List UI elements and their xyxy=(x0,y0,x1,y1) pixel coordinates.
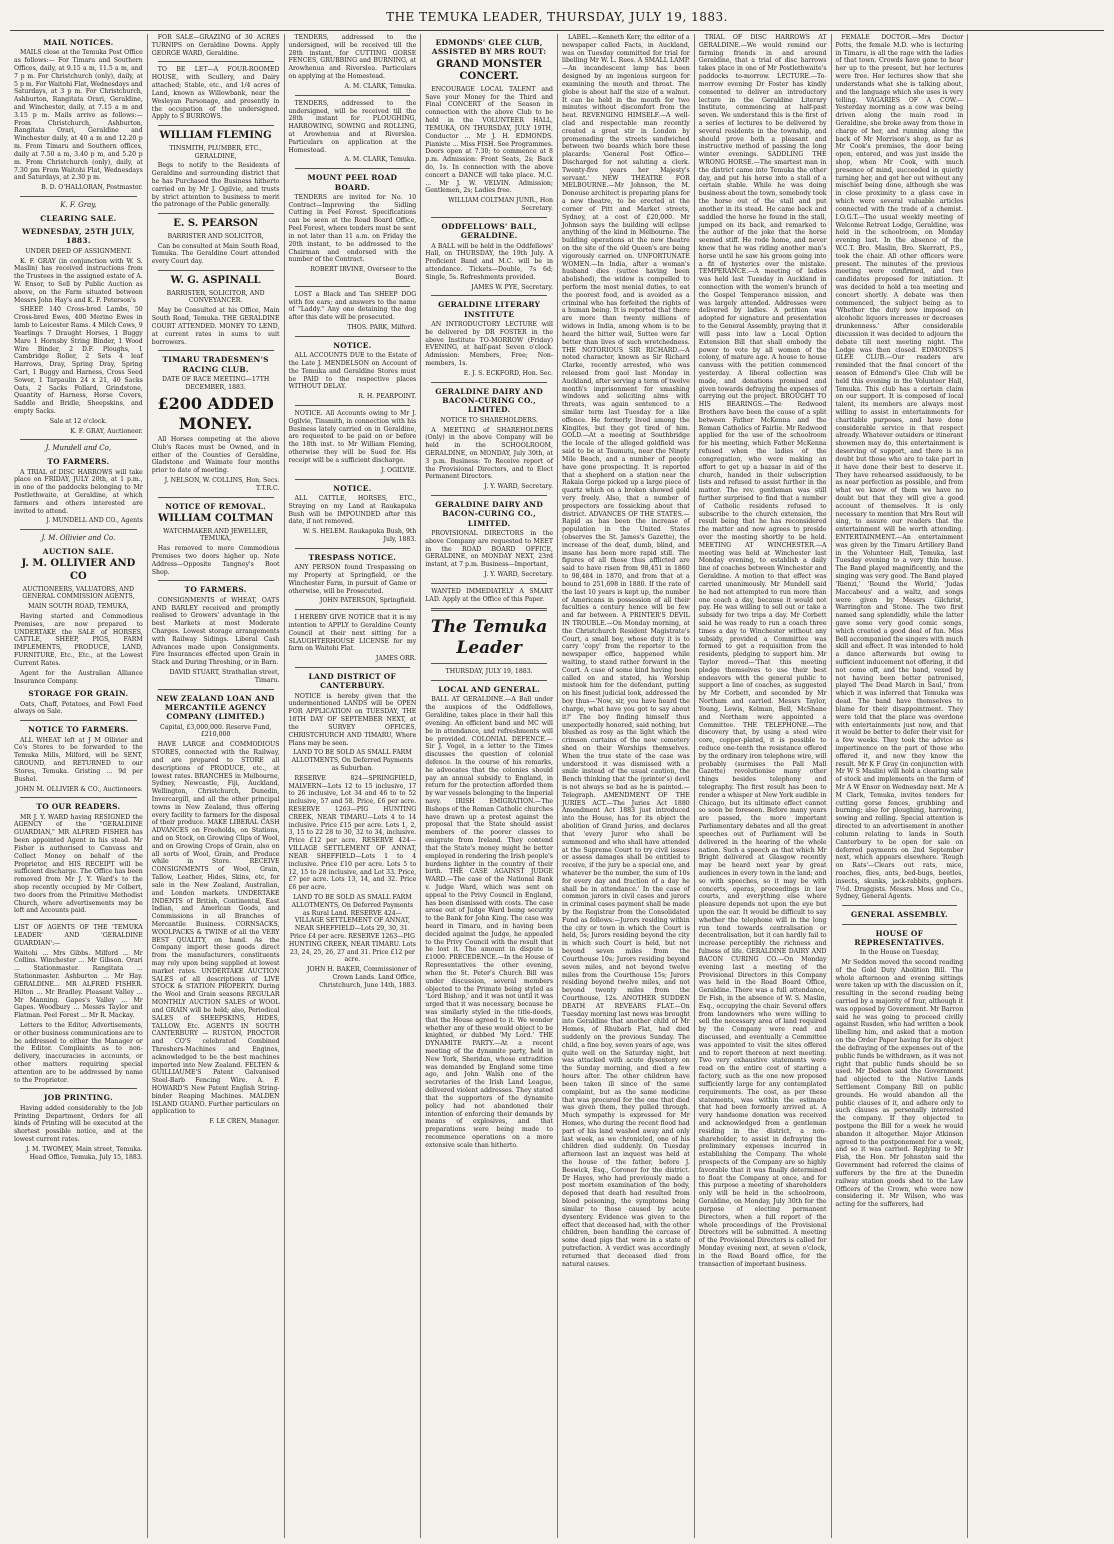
house-sub: In the House on Tuesday, xyxy=(859,949,940,957)
literary-body: AN INTRODUCTORY LECTURE will be delivered by DR FOSTER in the above Institute TO-MORROW (Friday) EVENING, at half-past Seven o'clock. Admission: Members, Free; Non-members, 1s. xyxy=(425,321,553,368)
divider xyxy=(20,797,137,798)
divider xyxy=(20,439,137,440)
orr-body: I HEREBY GIVE NOTICE that it is my intention to APPLY to Geraldine County Council at their next sitting for a SLAUGHTERHOUSE LICENSE for my farm on Waitohi Flat. xyxy=(288,614,417,653)
coltman-name: WILLIAM COLTMAN xyxy=(157,512,274,524)
farmers-head: NOTICE TO FARMERS. xyxy=(28,725,129,735)
mundell-sign: J. MUNDELL AND CO., Agents xyxy=(46,517,143,525)
trespass-sign: JOHN PATERSON, Springfield. xyxy=(319,597,417,605)
masthead-text: THE TEMUKA LEADER, THURSDAY, JULY 19, 1883. xyxy=(386,10,728,24)
tender-plough-body: TENDERS, addressed to the undersigned, will be received till the 28th instant for PLOUGHING, HARROWING, SOWING and ROLLING, at Arowhenua and at Riverslea. Particulars on application at the Homestead. xyxy=(288,99,417,154)
dairy-sub: NOTICE TO SHAREHOLDERS. xyxy=(440,416,538,424)
paper-date: THURSDAY, JULY 19, 1883. xyxy=(445,668,533,676)
nzl-body: HAVE LARGE and COMMODIOUS STORES, connected with the Railway, and are prepared to STORE all descriptions of PRODUCE, etc., at lowest rates. BRANCHES in Melbourne, Sydney, Newcastle, Fiji, Auckland, Wellington, Christchurch, Dunedin, Invercargill, and all the other principal towns in New Zealand, thus offering every facility to farmers for the disposal of their produce. MAKE LIBERAL CASH ADVANCES on Freeholds, on Stations, and on Stock, on Growing Clips of Wool, and on Growing Crops of Grain, also on all sorts of Wool, Grain, and Produce while in Store. RECEIVE CONSIGNMENTS of Wool, Grain, Tallow, Leather, Hides, Skins, etc, for sale in the New Zealand, Australian, and London markets. UNDERTAKE INDENTS of British, Continental, East Indian, and American Goods, and Commissions in all Branches of Mercantile Business. CORNSACKS, WOOLPACKS & TWINE of all the VERY BEST QUALITY, on hand. As the Company import these goods direct from the manufacturers, constituents may rely upon being supplied at lowest market rates. UNDERTAKE AUCTION SALES of all descriptions of LIVE STOCK & STATION PROPERTY. During the Wool and Grain seasons REGULAR MONTHLY AUCTION SALES of WOOL and GRAIN will be held; also, Periodical SALES of SHEEPSKINS, HIDES, TALLOW, Etc. AGENTS IN SOUTH CANTERBURY — RUSTON, PROCTOR and CO'S celebrated Combined Threshers-Machines and Engines, acknowledged to be the best machines imported into New Zealand. FELTEN & GUILLIAUME'S Patent Galvanised Steel-Barb Fencing Wire. A. F. HOWARD'S New Patent English String-binder Reaping Machines. MALDEN ISLAND GUANO. Further particulars on application to xyxy=(151,741,280,1116)
coltman-role: WATCHMAKER AND JEWELLER, TEMUKA, xyxy=(163,527,269,543)
trades-sign: J. NELSON, W. COLLINS, Hon. Secs. T.T.R.C. xyxy=(164,477,280,492)
divider xyxy=(431,663,547,664)
column-8 xyxy=(967,34,1104,1538)
trades-date: DATE OF RACE MEETING—17TH DECEMBER, 1883. xyxy=(161,376,270,391)
divider xyxy=(158,125,274,126)
farmers-sign: JOHN M. OLLIVIER & CO., Auctioneers. xyxy=(16,785,143,793)
ollivier-head: AUCTION SALE. xyxy=(42,547,114,557)
cattle-body: ALL CATTLE, HORSES, ETC., Straying on my Land at Raukapuka Bush will be IMPOUNDED after this date, if not removed. xyxy=(288,494,417,526)
orr-sign: JAMES ORR. xyxy=(375,655,417,663)
ogilvie-sign: J. OGILVIE. xyxy=(381,466,417,474)
divider xyxy=(158,689,274,690)
ollivier-role: AUCTIONEERS, VALUATORS, AND GENERAL COMMISSION AGENTS, xyxy=(22,585,135,601)
divider xyxy=(158,497,274,498)
lost-body: LOST a Black and Tan SHEEP DOG with fox ears; and answers to the name of "Laddy." Any one detaining the dog after this date will be prosecuted. xyxy=(288,290,417,322)
dairy2-head: GERALDINE DAIRY AND BACON-CURING CO., LIMITED. xyxy=(435,500,544,528)
masthead xyxy=(0,4,1114,30)
divider xyxy=(431,608,547,611)
divider xyxy=(295,548,411,549)
gray-date: WEDNESDAY, 25TH JULY, 1883. xyxy=(22,227,135,246)
dairy2-sign: J. Y. WARD, Secretary. xyxy=(484,571,553,579)
notice-head: NOTICE. xyxy=(333,340,372,350)
job-head: JOB PRINTING. xyxy=(43,1093,113,1103)
house-head: HOUSE OF REPRESENTATIVES. xyxy=(854,928,945,947)
tofarm-head: TO FARMERS. xyxy=(184,585,247,595)
column-4 xyxy=(420,34,557,1538)
literary-sign: E. J. S. ECKFORD, Hon. Sec. xyxy=(463,369,553,377)
agents-head: LIST OF AGENTS OF THE 'TEMUKA LEADER' AND 'GERALDINE GUARDIAN':— xyxy=(14,924,143,947)
divider xyxy=(431,382,547,383)
divider xyxy=(431,495,547,496)
divider xyxy=(20,529,137,530)
agents-body: Waitohi ... Mrs Gibbs. Milford ... Mr Collins. Winchester ... Mr Gibson. Orari ... Stationmaster. Rangitata ... Stationmaster. Ashburton ... Mr Hay. GERALDINE... MR ALFRED FISHER. Hilton ... Mr Bradley. Pleasant Valley ... Mr Manning. Gapes's Valley ... Mr Gapes. Woodbury ... Messrs Taylor and Flatman. Peel Forest ... Mr R. Mackay. xyxy=(14,949,143,1020)
let-body: TO BE LET—A FOUR-ROOMED HOUSE, with Scullery, and Dairy attached; Stable, etc., and 1/4 acres of Land, known as Willowbank, near the Wesleyan Parsonage, and presently in the occupation of the undersigned. Apply to S BURROWS. xyxy=(151,66,280,121)
nzl-capital: Capital, £3,000,000. Reserve Fund, £210,000 xyxy=(160,723,272,739)
ball-body: A BALL will be held in the Oddfellows' Hall, on THURSDAY, the 19th July. A Proficient Band and M.C. will be in attendance. Tickets—Double, 7s 6d; Single, 5s. Refreshments provided. xyxy=(425,242,553,281)
ball-head: ODDFELLOWS' BALL, GERALDINE. xyxy=(441,221,537,241)
readers-body: MR J. Y. WARD having RESIGNED the AGENCY of the "GERALDINE GUARDIAN," MR ALFRED FISHER has been appointed Agent in his stead. Mr Fisher is authorised to Canvass and Collect Money on behalf of the Proprietor, and HIS RECEIPT will be sufficient discharge. The Office has been removed from Mr J. Y. Ward's to the shop recently occupied by Mr Colbert, two doors from the Primitive Methodist Church, where advertisements may be left and Accounts paid. xyxy=(14,813,143,915)
tofarm-body: CONSIGNMENTS of WHEAT, OATS AND BARLEY received and promptly realised to Growers' advantage in the best Markets at most Moderate Charges. Lowest storage arrangements with Railway Sidings. Liberal Cash Advances made upon Consignments. Fire Insurances effected upon Grain in Stack and During Threshing, or in Barn. xyxy=(151,596,280,667)
wanted-body: WANTED IMMEDIATELY A SMART LAD. Apply at the Office of this Paper. xyxy=(425,587,553,603)
dairy-sign: J. Y. WARD, Secretary. xyxy=(484,483,553,491)
fleming-body: Begs to notify to the Residents of Geraldine and surrounding district that he has Purchased the Business hitherto carried on by Mr J. Ogilvie, and trusts by strict attention to business to merit the patronage of the Public generally. xyxy=(151,162,280,209)
lost-sign: THOS. PARK, Milford. xyxy=(347,324,417,332)
divider xyxy=(295,405,411,406)
gray-head: CLEARING SALE. xyxy=(40,213,117,223)
land-body: NOTICE is hereby given that the undermentioned LANDS will be OPEN FOR APPLICATION on TUESDAY, THE 18TH DAY OF SEPTEMBER NEXT, at the SURVEY OFFICES, CHRISTCHURCH AND TIMARU, Where Plans may be seen. xyxy=(288,692,417,747)
cattle-head: NOTICE. xyxy=(333,483,372,493)
land-rural: LAND TO BE SOLD AS SMALL FARM ALLOTMENTS, On Deferred Payments as Rural Land. RESERVE 424—VILLAGE SETTLEMENT OF ANNAT, NEAR SHEFFIELD—Lots 29, 30, 31. Price £4 per acre. RESERVE 1263—PIG HUNTING CREEK, NEAR TIMARU. Lots 23, 24, 25, 26, 27 and 31. Price £12 per acre. xyxy=(288,893,416,964)
pearson-role: BARRISTER AND SOLICITOR, xyxy=(167,232,264,240)
divider xyxy=(431,295,547,296)
ollivier-oats: Oats, Chaff, Potatoes, and Fowl Feed always on Sale. xyxy=(14,700,143,716)
peel-sign: ROBERT IRVINE, Overseer to the Board. xyxy=(310,266,417,281)
sale-body: FOR SALE—GRAZING of 30 ACRES TURNIPS on Geraldine Downs. Apply GEORGE WARD, Geraldine. xyxy=(151,34,280,57)
ollivier-body: Having started and Commodious Premises, are now prepared to UNDERTAKE the SALE of HORSES, CATTLE, SHEEP, PIGS, FARM IMPLEMENTS, PRODUCE, LAND, FURNITURE, Etc., Etc., at the Lowest Current Rates. xyxy=(14,613,143,667)
divider xyxy=(431,680,547,681)
ollivier-address: MAIN SOUTH ROAD, TEMUKA, xyxy=(28,603,129,611)
aspinall-role: BARRISTER, SOLICITOR, AND CONVEYANCER. xyxy=(166,289,265,305)
tender-gorse-sign: A. M. CLARK, Temuka. xyxy=(344,82,417,90)
mundell-title: J. Mundell and Co, xyxy=(45,444,112,453)
tender-plough-sign: A. M. CLARK, Temuka. xyxy=(344,156,417,164)
peel-body: TENDERS are invited for No. 10 Contract—Improving the Sidling Cutting in Peel Forest. Specifications can be seen at the Road Board Office, Peel Forest, where tenders must be sent in not later than 11 a.m. on Friday the 20th instant, to be addressed to the Chairman and endorsed with the number of the Contract. xyxy=(288,193,417,264)
fleming-role: TINSMITH, PLUMBER, ETC., GERALDINE, xyxy=(169,144,262,160)
mail-body: MAILS close at the Temuka Post Office as follows:— For Timaru and Southern Offices, daily, at 9.15 a m, 11.5 a m, and 7 p m. For Christchurch (only), daily, at 5 p m. For Waitohi Flat, Wednesdays and Saturdays, at 3 p m. For Christchurch, Ashburton, Rangitata Orari, Geraldine, and Winchester, daily, at 7.15 a m and 3.15 p m. Mails arrive as follows:— From Christchurch, Ashburton, Rangitata Orari, Geraldine and Winchester daily, at 40 a m and 12.20 p m. From Timaru and Southern offices, daily at 7.50 a m, 3.40 p m, and 5.20 p m. From Christchurch (only), daily, at 7.30 pm From Waitohi Flat, Wednesdays and Saturdays, at 2.30 p m. xyxy=(14,49,143,182)
column-7 xyxy=(831,34,968,1538)
tofarm-sign: DAVID STUART, Strathallan street, Timaru. xyxy=(169,669,280,684)
notice-sign: R. H. PEARPOINT. xyxy=(358,393,417,401)
gray-sub: UNDER DEED OF ASSIGNMENT. xyxy=(25,247,132,255)
nzl-sign: F. LE CREN, Manager. xyxy=(209,1118,280,1126)
gray-sign: K. F. GRAY, Auctioneer. xyxy=(70,427,143,435)
column-1 xyxy=(10,34,147,1538)
glee-title: GRAND MONSTER CONCERT. xyxy=(436,58,542,83)
masthead-rule xyxy=(10,30,1104,31)
tender-gorse-body: TENDERS, addressed to the undersigned, will be received till the 28th instant, for CUTTING GORSE FENCES, GRUBBING and BURNING, at Arowhenua and Riverslea. Particulars on applying at the Homestead. xyxy=(288,34,417,81)
mundell-body: A TRIAL of DISC HARROWS will take place on FRIDAY, JULY 20th, at 1 p.m., in one of the paddocks belonging to Mr Postlethwaite, at Geraldine, at which farmers and others interested are invited to attend. xyxy=(14,468,143,515)
trespass-body: ANY PERSON found Trespassing on my Property at Springfield, or the Winchester Farm, in pursuit of Game or otherwise, will be Prosecuted. xyxy=(288,564,417,595)
divider xyxy=(158,61,274,62)
local-head: LOCAL AND GENERAL. xyxy=(438,685,541,695)
pearson-body: Can be consulted at Main South Road, Temuka. The Geraldine Court attended every Court day. xyxy=(151,242,280,266)
divider xyxy=(295,286,411,287)
divider xyxy=(295,95,411,96)
job-sign: J. M. TWOMEY, Main street, Temuka. Head Office, Temuka, July 15, 1883. xyxy=(26,1145,143,1161)
divider xyxy=(158,270,274,271)
readers-head: TO OUR READERS. xyxy=(36,802,121,812)
divider xyxy=(842,924,958,925)
local-body: BALL AT GERALDINE.—A Ball under the auspices of the Oddfellows, Geraldine, takes place in their hall this evening. An efficient band and MC will be in attendance, and refreshments will be provided. COLONIAL DEFENCE.—Sir J. Vogel, in a letter to the Times discusses the question of colonial defence. In the course of his remarks, he advocates that the colonies should pay an annual subsidy to England, in return for the protection afforded them by war vessels belonging to the Imperial navy. IRISH EMIGRATION.—The Bishops of the Roman Catholic churches have drawn up a protest against the proposal that the State should assist members of the poorer classes to emigrate from Ireland. They contend that the State's money might be better employed in rendering the Irish people's burdens lighter in the country of their birth. THE CASE AGAINST JUDGE WARD.—The case of the National Bank v. Judge Ward, which was sent on appeal to the Privy Council in England, has been dismissed with costs. The case arose out of Judge Ward being security to the Bank for John King. The case was heard in Timaru, and in having been decided against the Judge, he appealed to the Privy Council with the result that he lost it. The amount in dispute is £1000. PRECEDENCE.—In the House of Representatives the other evening, when the St. Peter's Church Bill was under discussion, several members objected to the Primate being styled as 'Lord Bishop,' and it was not until it was urged that it was necessary, because he was similarly styled in the title-deeds, that the House agreed to it. We wonder whether any of these would object to be knighted, or dubbed 'My Lord.' THE DYNAMITE PARTY.—At a recent meeting of the dynamite party, held in New York, Sheridan, whose extradition was demanded by England some time ago, and John Walsh one of the secretaries of the Irish Land League, delivered violent addresses. They stated that the supporters of the dynamite policy had not abandoned their intention of enforcing their demands by means of explosives, and that preparations were being made to recommence operations on a more extensive scale than hitherto. xyxy=(425,696,553,1149)
land-sign: JOHN H. BAKER, Commissioner of Crown Lands. Land Office, Christchurch, June 14th, 1883. xyxy=(307,966,417,989)
ball-sign: JAMES W. PYE, Secretary. xyxy=(471,283,553,291)
assembly-head: GENERAL ASSEMBLY. xyxy=(850,910,948,920)
divider xyxy=(20,720,137,721)
divider xyxy=(431,583,547,584)
divider xyxy=(295,168,411,169)
divider xyxy=(20,196,137,197)
mail-title: MAIL NOTICES. xyxy=(43,38,114,47)
gray-sheep: SHEEP. 140 Cross-bred Lambs, 50 Cross-bred Ewes, 400 Merino Ewes in lamb to Leicester Rams. 4 Milch Cows, 9 Yearlings 7 Draught Horses, 1 Buggy Mare 1 Hornsby String Binder, 1 Wood Wire Binder, 2 D.F. Ploughs, 1 Cambridge Roller, 2 Sets 4 leaf Harrows, Dray, Spring Dray, Spring Cart, 1 Buggy and Harness, Cross Seed Sower, 1 Tarpaulin 24 x 21, 40 Sacks Oats, 2 Sacks Pollard, Grindstone, Quantity of Harness, Horse Covers, Saddle and Bridle, Sheepskins, and empty Sacks. xyxy=(14,306,143,415)
dairy2-body: PROVISIONAL DIRECTORS in the above Company are requested to MEET in the ROAD BOARD OFFICE, GERALDINE, on MONDAY NEXT, 23rd instant, at 7 p.m. Business—Important, xyxy=(425,530,553,569)
notice-body: ALL ACCOUNTS DUE to the Estate of the Late J. MENDELSON on Account of the Temuka and Geraldine Stores must be PAID to the respective places WITHOUT DELAY. xyxy=(288,352,417,391)
gray-sale: Sale at 12 o'clock. xyxy=(49,417,108,425)
column-3 xyxy=(284,34,421,1538)
divider xyxy=(158,213,274,214)
gray-body: K. F. GRAY (in conjunction with W. S. Maslin) has received instructions from the Trustees in the assigned estate of A. W. Ensor, to Sell by Public Auction as above, on the Farm situated between Messrs John Hay's and K. F. Peterson's xyxy=(14,257,143,304)
glee-sign: WILLIAM COLTMAN JUNR., Hon Secretary. xyxy=(448,197,553,213)
divider xyxy=(295,479,411,480)
ollivier-title: J. M. Ollivier and Co. xyxy=(41,534,116,543)
column-6-body: TRIAL OF DISC HARROWS AT GERALDINE.—We would remind our farming friends in and around Geraldine, that a trial of disc harrows takes place in one of Mr Postlethwaite's paddocks to-morrow. LECTURE.—To-morrow evening Dr Foster has kindly consented to deliver an introductory lecture in the Geraldine Literary Institute, commencing at half-past seven. We understand this is the first of a series of lectures to be delivered by several residents in the township, and should prove both a pleasant and instructive method of passing the long winter evenings. SADDLING THE WRONG HORSE.—The smartest man in the district came into Temuka the other day, and put his horse into a stall of a certain stable. While he was doing business about the town, somebody took the horse out of the stall and put another in its stead. He came back and saddled the horse he found in the stall, jumped on its back, and remarked to the author of the joke that the horse seemed stiff. He rode home, and never knew that he was riding another man's horse until he saw his groom going into a fit of hysterics over the mistake. TEMPERANCE.—A meeting of ladies was held last Tuesday in Auckland in connection with the women's branch of the Gospel Temperance mission, and was largely attended. Addresses were delivered by ladies. A petition was adopted for signature and presentation to the General Assembly, praying that it will pass into law a Local Option Extension Bill that shall embody the power to vote by all women of the colony, of mature age. A house to house canvass with the petition commenced yesterday. A liberal collection was made, and donations promised and given towards defraying the expenses of carrying out the project. BROUGHT TO HIS BEARINGS.—The Redwood Brothers have been the cause of a split between Father McKenna and the Roman Catholics of Fairlie. Mr Redwood applied for the use of the schoolroom for his meeting, which Father McKenna refused when the ladies of the congregation, who were making an effort to get up a bazaar in aid of the church, handed in their subscription lists and refused to assist further in the matter. The rev. gentleman was still further surprised to find that a number of Catholic residents refused to subscribe to the church extension, the result being that he has reconsidered the matter and now agrees to preside over the meeting shortly to be held. MEETING AT WINCHESTER.—A meeting was held at Winchester last Monday evening, to establish a daily line of coaches between Winchester and Geraldine. A motion to that effect was carried unanimously. Mr Mundell said he had not attempted to run more than one coach a day, because it would not pay. He was willing to sell out or take a subsidy for two trips a day. Mr Corbett said he was ready to run a coach three times a day to Winchester without any subsidy, provided a Committee was formed to get a requisition from the residents, pledging to support him. Mr Taylor moved—'That this meeting pledge themselves to use their best endeavors with the general public to support a line of coaches, as suggested by Mr Corbett, and seconded by Mr Northam and carried. Messrs Taylor, Young, Lewis, Kelman, Bell, McShane and Northam were appointed a Committee. THE TELEPHONE.—The discovery that, by using a steel wire core, copper-plated, it is possible to reduce one-tenth the resistance offered by the ordinary iron telephone wire, will probably (surmises the Pall Mall Gazette) revolutionise many other things besides telephony and telegraphy. The first result has been to render a whisper at New York audible in Chicago, but its ultimate effect cannot so soon be foreseen. Before many years are passed, the more important Parliamentary debates and all the great speeches out of Parliament will be delivered in the hearing of the whole nation. Such a speech as that which Mr Bright delivered at Glasgow recently may be heard next year by great audiences in every town in the land; and so with speeches, so it may be with concerts, operas, proceedings in law courts, and everything else where pleasure depends not upon the eye but upon the ear. It would be difficult to say whether the telephone will in the long run tend towards centralisation or decentralisation, but it can hardly fail to increase perceptibly the richness and fulness of life. GERALDINE DAIRY AND BACON CURING CO.—On Monday evening last a meeting of the Provisional Directors in this Company was held in the Road Board Office, Geraldine. There was a full attendance, Dr Fish, in the absence of W. S. Maslin, Esq., occupying the chair. Several offers from landowners who were willing to sell the necessary area of land required by the Company were read and discussed, and eventually a Committee was appointed to visit the sites offered and to report thereon at next meeting. Two very exhaustive statements were read on the entire cost of starting a factory, such as the one now proposed sufficiently large for any contemplated requirements. The cost, as per these statements, was within the estimate that had been formerly arrived at. A very handsome donation was received and acknowledged from a gentleman residing in the district, a non-shareholder, to assist in defraying the preliminary expenses incurred in establishing the Company. The whole prospects of the Company are so highly favorable that it was finally determined to float the Company at once, and for this purpose a meeting of shareholders only will be held in the schoolroom, Geraldine, on Monday, July 30th for the purpose of electing permanent Directors, when a full report of the whole proceedings of the Provisional Directors will be submitted. A meeting of the Provisional Directors is called for Monday evening next, at seven o'clock, in the Road Board office, for the transaction of important business. xyxy=(698,34,827,1268)
divider xyxy=(158,350,274,351)
house-body: Mr Seddon moved the second reading of the Gold Duty Abolition Bill. The whole afternoon and evening sittings were taken up with the discussion on it, resulting in the second reading being carried by a majority of four, although it was opposed by Government. Mr Barron said he was going to proceed civilly against Rusden, who had written a book libelling him, and asked that a motion on the Order Paper having for its object the defraying of the expenses out of the public funds be withdrawn, as it was not right that public funds should be so used. Mr Dodson said the Government had objected to the Native Lands Settlement Company Bill on public grounds. He would abandon all the public clauses of it, and adhere only to such clauses as personally interested the company. If they objected to postpone the Bill for a week he would abandon it altogether. Major Atkinson agreed to the postponement for a week, and so it was carried. Replying to Mr Fish, the Hon. Mr Johnston said the Government had referred the claims of sufferers by the fire at the Dunedin railway station goods shed to the Law Officers of the Crown, who were now considering it. Mr Wilson, who was acting for the sufferers, had xyxy=(835,958,964,1209)
divider xyxy=(20,1088,137,1089)
coltman-body: Has removed to more Commodious Premises two doors higher up. Note Address—Opposite Tangney's Boot Shop. xyxy=(151,545,280,576)
paper-title: The Temuka Leader xyxy=(430,616,548,658)
ollivier-name: J. M. OLLIVIER AND CO xyxy=(21,558,136,582)
mundell-head: TO FARMERS. xyxy=(47,457,110,467)
ollivier-storage: STORAGE FOR GRAIN. xyxy=(28,689,129,699)
pearson-name: E. S. PEARSON xyxy=(173,218,258,230)
nzl-head: NEW ZEALAND LOAN AND MERCANTILE AGENCY COMPANY (LIMITED.) xyxy=(156,693,275,722)
trespass-head: TRESPASS NOTICE. xyxy=(308,552,397,562)
land-lots: RESERVE 824—SPRINGFIELD, MALVERN—Lots 12 to 15 inclusive, 17 to 26 inclusive, Lot 34 and 46 to to 52 inclusive, 57 and 58. Price, £6 per acre. RESERVE 1263—PIG HUNTING CREEK, NEAR TIMARU—Lots 4 to 14 inclusive. Price £15 per acre. Lots 1, 2, 3, 15 to 22 28 to 30, 32 to 34, inclusive. Price £12 per acre. RESERVE 424—VILLAGE SETTLEMENT OF ANNAT, NEAR SHEFFIELD—Lots 1 to 4 inclusive. Price £10 per acre. Lots 5 to 12, 15 to 28 inclusive, and Lot 33. Price, £7 per acre. Lots 13, 14, and 32. Price £6 per acre. xyxy=(288,774,417,892)
land-small: LAND TO BE SOLD AS SMALL FARM ALLOTMENTS, On Deferred Payments as Suburban. xyxy=(291,749,414,772)
fleming-name: WILLIAM FLEMING xyxy=(159,130,272,142)
cattle-sign: W. S. HELEM. Raukapuka Bush, 9th July, 1883. xyxy=(302,528,417,543)
trades-money: £200 ADDED MONEY. xyxy=(157,393,274,433)
ollivier-agent: Agent for the Australian Alliance Insurance Company. xyxy=(14,669,143,685)
divider xyxy=(20,919,137,920)
divider xyxy=(158,580,274,581)
dairy-head: GERALDINE DAIRY AND BACON-CURING CO., LIMITED. xyxy=(435,386,544,415)
gray-title: K. F. Gray, xyxy=(60,200,97,209)
divider xyxy=(295,667,411,668)
trades-head: TIMARU TRADESMEN'S RACING CLUB. xyxy=(162,355,269,374)
ogilvie-body: NOTICE. All Accounts owing to Mr J. Ogilvie, Tinsmith, in connection with his Business lately carried on in Geraldine, are requested to be paid on or before the 18th inst. to Mr William Fleming, otherwise they will be Sued for. His receipt will be a sufficient discharge. xyxy=(288,410,417,464)
peel-head: MOUNT PEEL ROAD BOARD. xyxy=(307,173,398,192)
glee-body: ENCOURAGE LOCAL TALENT and Save your Money for the Third and Final CONCERT of the Season in connection with the above Club to be held in the VOLUNTEER HALL, TEMUKA, ON THURSDAY, JULY 19TH, Conductor ... Mr J. H. EDMONDS. Pianiste ... Miss FISH. See Programmes. Doors open at 7.30; to commence at 8 p.m. Admission: Front Seats, 2s; Back do, 1s. In connection with the above concert a DANCE will take place. M.C. ... Mr J. W. VELVIN. Admission; Gentlemen, 2s; Ladies free. xyxy=(425,85,553,195)
dairy-body: A MEETING of SHAREHOLDERS (Only) in the above Company will be held in the SCHOOLROOM, GERALDINE, on MONDAY, July 30th, at 3 p.m. Business: To Receive report of the Provisional Directors, and to Elect Permanent Directors. xyxy=(425,426,553,481)
divider xyxy=(295,609,411,610)
trades-body: All Horses competing at the above Club's Races must be Owned, and in either of the Counties of Geraldine, Gladstone and Waimate four months prior to date of meeting. xyxy=(151,435,280,475)
aspinall-body: May be Consulted at his Office, Main South Road, Temuka. THE GERALDINE COURT ATTENDED. MONEY TO LEND, at current rates in sums to suit borrowers. xyxy=(151,307,280,346)
divider xyxy=(842,905,958,906)
divider xyxy=(295,336,411,337)
aspinall-name: W. G. ASPINALL xyxy=(170,275,261,287)
column-2 xyxy=(147,34,284,1538)
job-body: Having added considerably to the Job Printing Department, Orders for all kinds of Printing will be executed at the shortest possible notice, and at the lowest current rates. xyxy=(14,1104,143,1144)
column-5 xyxy=(557,34,694,1538)
column-7-body: FEMALE DOCTOR.—Mrs Doctor Potts, the female M.D. who is lecturing in Timaru, is all the rage with the ladies of that town. Crowds have gone to hear her up to the present, but her lectures were free. Her lectures show that she understands what she is talking about, and the language which she uses is very telling. VAGARIES OF A COW.—Yesterday morning as a cow was being driven along the main road in Geraldine, she broke away from those in charge of her, and running along the back of Mr Morrison's shop, as far as Mr Cook's premises, the door being open, entered, and was just inside the shop, when Mr Cook, with much presence of mind, succeeded in quietly turning her, and got her out without any mischief being done, although she was in close proximity to a glass case in which were several valuable articles connected with the trade of a chemist. I.O.G.T.—The usual weekly meeting of Welcome Retreat Lodge, Geraldine, was held in the schoolroom, on Monday evening last. In the absence of the W.C.T. Bro. Maslin, Bro. Skerratt, P.S., took the chair. All other officers were present. The minutes of the previous meeting were confirmed, and two candidates proposed for initiation. It was decided to hold a tea meeting and concert shortly. A debate was then commenced, the subject being as to 'Whether the duty now imposed on alcoholic liquors increases or decreases drunkenness.' After considerable discussion it was decided to adjourn the debate till next meeting night. The Lodge was then closed. EDMONDS'S GLEE CLUB.—Our readers are reminded that the final concert of the season of Edmond's Glee Club will be held this evening in the Volunteer Hall, Temuka. This club has a certain claim on our support. It is composed of local talent, its members are always most willing to assist in entertainments for charitable purposes, and have done considerable service in that respect already. Whatever outsiders or itinerant showmen may do, this entertainment is deserving of support, and there is no doubt but those who are to take part in it have done their best to deserve it. They have rehearsed assiduously, to be as near perfection as possible, and from what we know of them we have no doubt but that they will give a good account of themselves. It is only necessary to mention that Mrs Rout will sing, to assure our readers that the entertainment will be worth attending. ENTERTAINMENT.—An entertainment was given by the Timaru Artillery Band in the Volunteer Hall, Temuka, last Tuesday evening to a very thin house. The Band played magnificently, and the singing was very good. The Band played 'Rienzi,' 'Round the World,' 'Judas Maccabeus' and a waltz, and songs were given by Messrs Gilchrist, Warrington and Stone. The two first named sang splendidly, while the latter gave some very good comic songs, which created a good deal of fun. Miss Bell accompanied the singers with much skill and effect. It was intended to hold a dance afterwards but owing to sufficient inducement not offering, it did not come off, and the band, vexed by not having been better patronised, played 'The Dead March in Saul,' from which it was inferred that Temuka was dead. The band have themselves to blame for their disappointment. They were told that the place was overdone with entertainments just now, and that it would be better to defer their visit for a few weeks. They took the advice as impertinence on the part of those who offered it, and now they know the result. Mr K F Gray (in conjunction with Mr W S Maslin) will hold a clearing sale of stock and implements on the farm of Mr A W Ensor on Wednesday next. Mr A M Clark, Temuka, invites tenders for cutting gorse fences, grubbing and burning; also for ploughing, harrowing, sowing and rolling. Special attention is directed to an advertisement in another column relating to lands in South Canterbury to be open for sale on deferred payments on 2nd September next, which appears elsewhere. 'Rough on Rats'—Clears out rats, mice, roaches, flies, ants, bed-bugs, beetles, insects, skunks, jack-rabbits, gophers. 7½d. Druggists. Messrs. Moss and Co., Sydney, General Agents. xyxy=(835,34,964,901)
farmers-body: ALL WHEAT left at J M Ollivier and Co's Stores to be forwarded to the Temuka Mills, Milford, will be SENT, GROUND, and RETURNED to our Stores, Temuka. Gristing ... 9d per Bushel. xyxy=(14,736,143,783)
mail-sign: B. D. O'HALLORAN, Postmaster. xyxy=(41,184,143,192)
land-head: LAND DISTRICT OF CANTERBURY. xyxy=(308,672,397,691)
column-5-body: LABEL.—Kenneth Kerr, the editor of a newspaper called Facts, in Auckland, was on Tuesday committed for trial for libelling Mr W. L. Rees. A SMALL LAMP.—An incandescent lamp has been designed by an ingenious surgeon for examining the mouth and throat. The globe is about half the size of a walnut. It can be held in the mouth for two minutes without discomfort from the heat. REVENGING HIMSELF.—A well-clad and respectable man recently created a great stir in London by promenading the streets sandwiched between two boards which bore these placards: 'General Post Office—Discharged for not saluting a clerk. Twenty-five years her Majesty's servant.' NEW THEATRE FOR MELBOURNE.—Mr Johnson, the M. Donouse architect is preparing plans for a new theatre, to be erected at the corner of Pitt and Market streets, Sydney, at a cost of £20,000. Mr Johnson says the building will eclipse anything of the kind in Melbourne. The building operations at the new theatre on the site of the old Queen's are being vigorously carried on. UNFORTUNATE WOMEN.—In India, after a woman's husband dies (suttee having been abolished), the widow is compelled to perform the most menial duties, to eat the poorest food, and is avoided as a criminal who has forfeited the rights of a human being. It is reported that there are more than twenty millions of widows in India, among whom is to be heard the bitter wail, Suttee were far better than lives of such wretchedness. THE NOTORIOUS SIR RICHARD.—A noted character, known as Sir Richard Clarke, recently arrested, who was released from gaol last Monday in Auckland, after serving a term of twelve month's imprisonment for smashing windows and soliciting alms with threats, was again sentenced to a similar term last Tuesday for a like offence. He formerly lived among the Kingites, but they got tired of him. GOLD.—At a meeting at Southbridge the locale of the alleged goldfield was said to be at Taumutu, near the Ninety Mile Beach, and a number of people have gone prospecting. It is reported that a shepherd on a station near the Rakaia Gorge picked up a large piece of quartz which on a broken showed gold very freely. Also, that a number of prospectors are fossicking about that district. ADVANCES OF THE STATES.—Rapid as has been the increase of population in the United States (observes the St. James's Gazette), the increase of the deaf, dumb, blind, and insane has been more rapid still. The figures of all those thus afflicted are said to have risen from 98,451 in 1860 to 98,484 in 1870, and from that at a bound to 251,698 in 1880. If the rate of the last 10 years is kept up, the number of Americans in possession of all their faculties a century hence will be few and far between. A PRINTER'S DEVIL IN TROUBLE.—On Monday morning, at the Christchurch Resident Magistrate's Court, a small boy, whose duty it is to carry 'copy' from the reporter to the newspaper office, happened while waiting, to stand rather forward in the Court. A case of some kind having been called on and stated, his Worship mistook him for the defendant, putting on his finest judicial look, addressed the boy thus—'Now, sir, you have heard the charge, what have you got to say about it?' The boy finding himself thus unexpectedly honored, said nothing, but blushed as rosy as the light which the crimson curtains of the new cemetery shed on their Worships themselves. When the true state of the case was understood it was dismissed with a smile instead of the usual caution, the Bench thinking that the (printer's) devil is not always so bad as he is painted.—Telegraph. AMENDMENT OF THE JURIES ACT.—The Juries Act 1880 Amendment Act 1883 just introduced into the House, has for its object the abolition of Grand Juries, and declares that 'every Juror who shall be summoned and who shall have attended at the Supreme Court to try civil issues or assess damages shall be entitled to receive, if the jury be a special one, and whatever be the number, the sum of 10s for every day and fraction of a day he shall be in attendance.' In the case of common jurors in civil cases and jurors in criminal cases payment shall be made by the Registrar from the Consolidated Fund as follows:—Jurors residing within the city or town in which the Court is held, 5s; Jurors residing beyond the city in which such Court is held, but not beyond seven miles from the Courthouse 10s; Jurors residing beyond seven miles, and not beyond twelve miles from the Courthouse 15s; Jurors residing beyond twelve miles, and not beyond twenty miles from the Courthouse, 12s. ANOTHER SUDDEN DEATH AT REVEARS FLAT.—On Tuesday morning last news was brought into Geraldine that another child of Mr Homes, of Rhubarb Flat, had died suddenly on the previous Sunday. The child, a fine boy, seven years of age, was quite well on the Saturday night, but was attacked with acute dysentery on the Sunday morning, and died a few hours after. The other children have been taken ill since of the same complaint, but as the same medicine that was procured for the one that died was given them, they pulled through. Much sympathy is expressed for Mr Homes, who during the recent flood had part of his land washed away and only last week, as we chronicled, one of his children died suddenly. On Tuesday afternoon last an inquest was held at the house of the father, before J. Beswick, Esq., Coroner for the district. Dr Hayes, who had previously made a post mortem examination of the body, deposed that death had resulted from blood poisoning, the symptoms being similar to those caused by acute dysentery. Evidence was given to the effect that deceased had, with the other children, been handling the carcase of some dead pigs that were in a state of putrefaction. A verdict was accordingly returned that deceased died from natural causes. xyxy=(562,34,690,1268)
newspaper-columns xyxy=(10,34,1104,1538)
literary-head: GERALDINE LITERARY INSTITUTE xyxy=(438,300,541,319)
letters-body: Letters to the Editor, Advertisements, or other business communications are to be addressed to either the Manager or the Editor. Complaints as to non-delivery, inaccuracies in accounts, or other matters requiring special attention are to be addressed by name to the Proprietor. xyxy=(14,1021,143,1084)
column-6 xyxy=(694,34,831,1538)
divider xyxy=(431,217,547,218)
removal-head: NOTICE OF REMOVAL. xyxy=(165,501,267,511)
glee-head: EDMONDS' GLEE CLUB, ASSISTED BY MRS ROUT: xyxy=(431,38,547,57)
